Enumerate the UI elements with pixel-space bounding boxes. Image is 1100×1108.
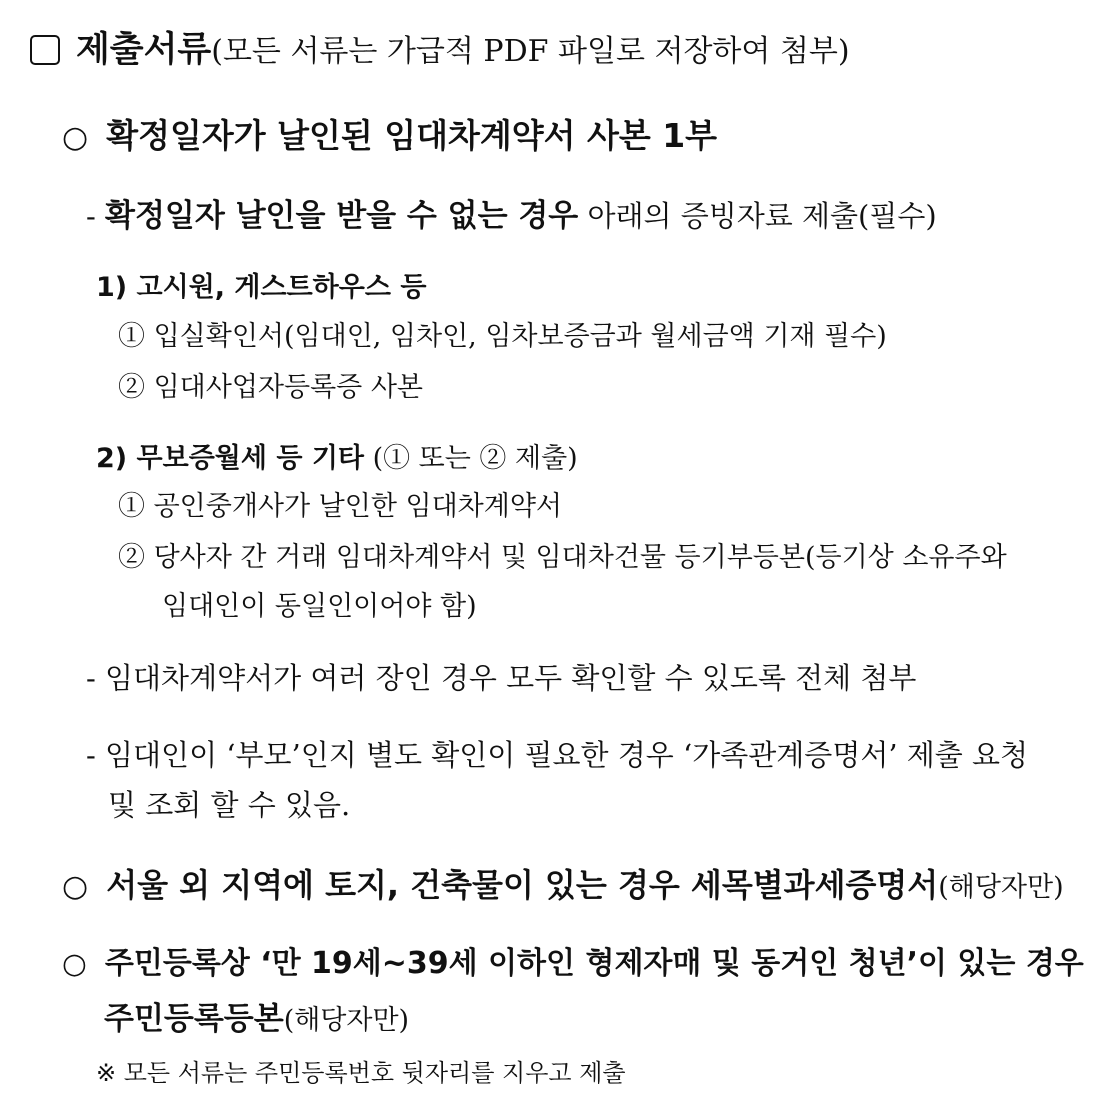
bullet-lease-contract — [62, 110, 717, 157]
dash-item-multi-page — [86, 656, 916, 697]
section-title: 제출서류 — [76, 30, 212, 70]
bullet-text: 주민등록상 ‘만 19세~39세 이하인 형제자매 및 동거인 청년’이 있는 경우 — [104, 946, 1084, 981]
dash-item-text: 임대인이 ‘부모’인지 별도 확인이 필요한 경우 ‘가족관계증명서’ 제출 요청 — [105, 738, 1029, 772]
circle-bullet-icon: ○ — [62, 947, 87, 980]
section-heading — [30, 22, 850, 72]
subgroup-1-item-1: ① 입실확인서(임대인, 임차인, 임차보증금과 월세금액 기재 필수) — [118, 321, 887, 352]
subgroup-title-1: 1) 고시원, 게스트하우스 등 — [96, 272, 427, 303]
subgroup-title-2-note: (① 또는 ② 제출) — [363, 443, 578, 474]
dash-item-parent-check-cont: 및 조회 할 수 있음. — [108, 788, 351, 822]
bullet-residents-cont — [104, 993, 409, 1038]
dash-icon: - — [86, 661, 96, 695]
bullet-note: (해당자만) — [938, 872, 1064, 903]
subgroup-1-item-2: ② 임대사업자등록증 사본 — [118, 372, 423, 403]
bullet-residents — [62, 938, 1084, 982]
bullet-text: 서울 외 지역에 토지, 건축물이 있는 경우 세목별과세증명서 — [106, 866, 939, 904]
dash-icon: - — [86, 199, 96, 233]
subgroup-2-item-2-cont: 임대인이 동일인이어야 함) — [162, 591, 477, 622]
dash-item-parent-check — [86, 733, 1028, 774]
subgroup-title-2 — [96, 436, 578, 475]
checkbox-icon — [30, 35, 60, 65]
dash-item-bold: 확정일자 날인을 받을 수 없는 경우 — [105, 198, 579, 234]
bullet-note: (해당자만) — [283, 1005, 410, 1036]
bullet-text: 주민등록등본 — [104, 1001, 284, 1037]
dash-icon: - — [86, 738, 96, 772]
section-title-note: (모든 서류는 가급적 PDF 파일로 저장하여 첨부) — [211, 34, 850, 69]
dash-item-no-stamp — [86, 190, 937, 235]
bullet-land-building — [62, 860, 1064, 906]
dash-item-text: 임대차계약서가 여러 장인 경우 모두 확인할 수 있도록 전체 첨부 — [105, 661, 917, 695]
subgroup-2-item-1: ① 공인중개사가 날인한 임대차계약서 — [118, 491, 562, 522]
subgroup-2-item-2: ② 당사자 간 거래 임대차계약서 및 임대차건물 등기부등본(등기상 소유주와 — [118, 542, 1007, 573]
subgroup-title-2-text: 2) 무보증월세 등 기타 — [96, 443, 364, 474]
bullet-text: 확정일자가 날인된 임대차계약서 사본 1부 — [106, 116, 718, 155]
circle-bullet-icon: ○ — [62, 869, 89, 904]
circle-bullet-icon: ○ — [62, 120, 89, 155]
footnote: ※ 모든 서류는 주민등록번호 뒷자리를 지우고 제출 — [96, 1059, 626, 1087]
dash-item-rest: 아래의 증빙자료 제출(필수) — [578, 199, 937, 233]
